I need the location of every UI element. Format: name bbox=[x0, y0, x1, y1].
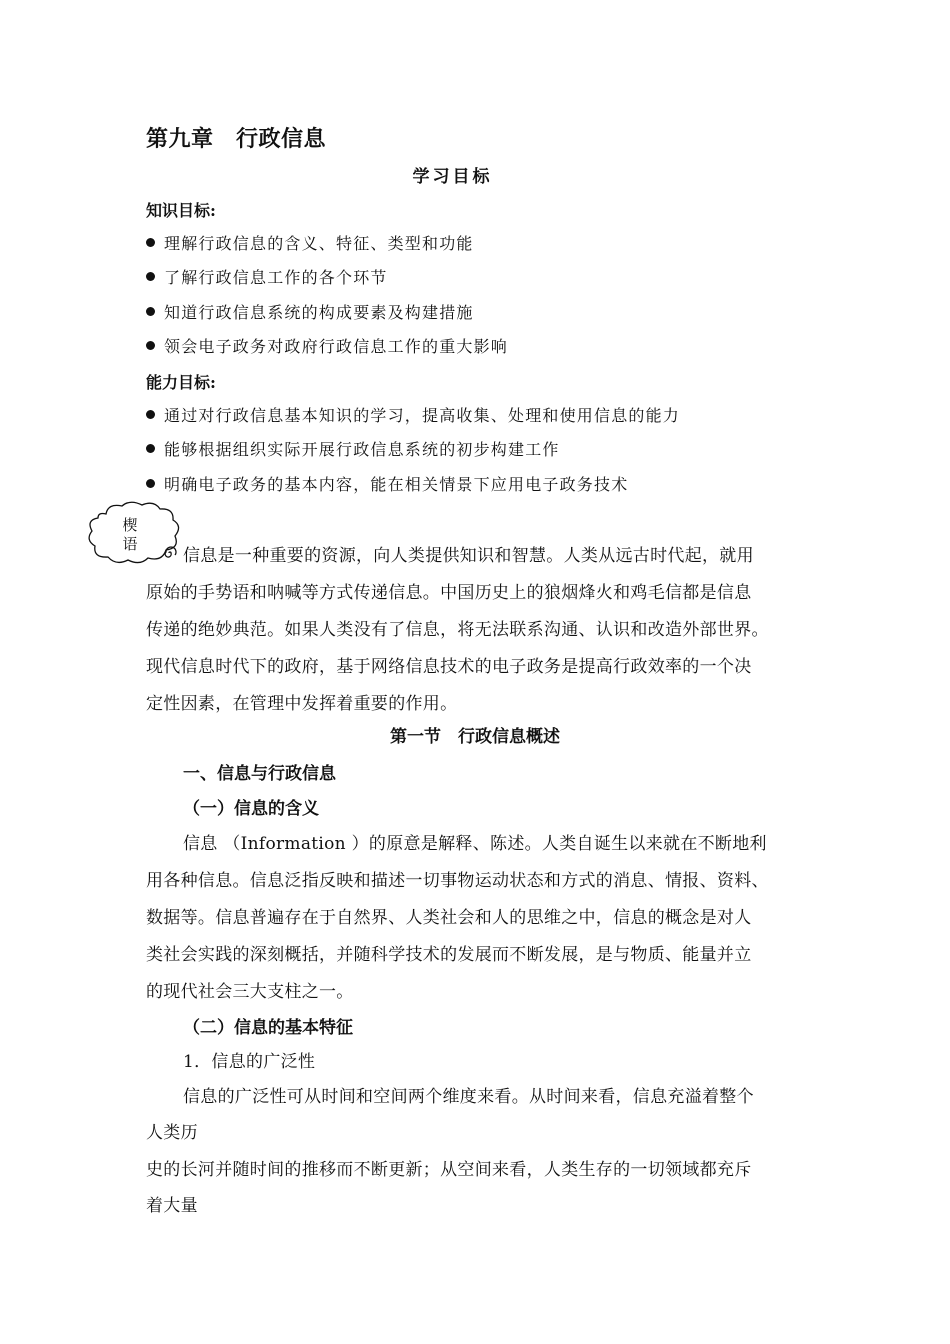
cloud-label-char: 楔 bbox=[122, 516, 138, 534]
knowledge-goal-item bbox=[146, 231, 474, 254]
cloud-label-char: 语 bbox=[122, 535, 138, 553]
intro-line: 原始的手势语和呐喊等方式传递信息。中国历史上的狼烟烽火和鸡毛信都是信息 bbox=[146, 583, 752, 603]
breadth-line: 着大量 bbox=[146, 1196, 198, 1216]
knowledge-goal-text: 理解行政信息的含义、特征、类型和功能 bbox=[164, 234, 474, 253]
knowledge-goal-item bbox=[146, 334, 508, 357]
meaning-line: 类社会实践的深刻概括，并随科学技术的发展而不断发展，是与物质、能量并立 bbox=[146, 945, 752, 965]
breadth-line: 人类历 bbox=[146, 1123, 198, 1143]
bullet-dot-icon bbox=[146, 444, 155, 453]
ability-goal-item bbox=[146, 472, 628, 495]
breadth-line: 信息的广泛性可从时间和空间两个维度来看。从时间来看，信息充溢着整个 bbox=[183, 1087, 754, 1107]
knowledge-goal-item bbox=[146, 300, 474, 323]
section-title: 第一节 行政信息概述 bbox=[390, 727, 560, 747]
intro-line: 传递的绝妙典范。如果人类没有了信息，将无法联系沟通、认识和改造外部世界。 bbox=[146, 620, 769, 640]
chapter-title: 第九章 行政信息 bbox=[146, 126, 327, 152]
ability-goal-item bbox=[146, 437, 560, 460]
bullet-dot-icon bbox=[146, 341, 155, 350]
meaning-line: 信息 （Information ）的原意是解释、陈述。人类自诞生以来就在不断地利 bbox=[183, 834, 767, 854]
bullet-dot-icon bbox=[146, 307, 155, 316]
heading-level-1: 一、信息与行政信息 bbox=[183, 764, 336, 784]
intro-line: 定性因素，在管理中发挥着重要的作用。 bbox=[146, 694, 458, 714]
knowledge-goal-text: 了解行政信息工作的各个环节 bbox=[164, 268, 388, 287]
cloud-callout-label bbox=[119, 516, 141, 554]
ability-goal-text: 明确电子政务的基本内容，能在相关情景下应用电子政务技术 bbox=[164, 475, 629, 494]
intro-line: 现代信息时代下的政府，基于网络信息技术的电子政务是提高行政效率的一个决 bbox=[146, 657, 752, 677]
knowledge-goal-item bbox=[146, 265, 388, 288]
bullet-dot-icon bbox=[146, 410, 155, 419]
breadth-line: 史的长河并随时间的推移而不断更新；从空间来看，人类生存的一切领域都充斥 bbox=[146, 1160, 752, 1180]
bullet-dot-icon bbox=[146, 272, 155, 281]
ability-goal-text: 通过对行政信息基本知识的学习，提高收集、处理和使用信息的能力 bbox=[164, 406, 681, 425]
knowledge-goal-text: 领会电子政务对政府行政信息工作的重大影响 bbox=[164, 337, 509, 356]
knowledge-goal-text: 知道行政信息系统的构成要素及构建措施 bbox=[164, 303, 474, 322]
intro-line: 信息是一种重要的资源，向人类提供知识和智慧。人类从远古时代起，就用 bbox=[183, 546, 754, 566]
meaning-line: 数据等。信息普遍存在于自然界、人类社会和人的思维之中，信息的概念是对人 bbox=[146, 908, 752, 928]
heading-level-2: （二）信息的基本特征 bbox=[183, 1018, 353, 1038]
heading-level-2: （一）信息的含义 bbox=[183, 799, 319, 819]
bullet-dot-icon bbox=[146, 238, 155, 247]
meaning-line: 的现代社会三大支柱之一。 bbox=[146, 982, 354, 1002]
ability-goal-item bbox=[146, 403, 680, 426]
learning-goals-title: 学习目标 bbox=[412, 167, 493, 187]
ability-goals-heading: 能力目标: bbox=[146, 373, 216, 392]
swirl-icon bbox=[161, 544, 179, 562]
ability-goal-text: 能够根据组织实际开展行政信息系统的初步构建工作 bbox=[164, 440, 560, 459]
numbered-item: 1．信息的广泛性 bbox=[183, 1052, 316, 1072]
knowledge-goals-heading: 知识目标: bbox=[146, 201, 216, 220]
bullet-dot-icon bbox=[146, 479, 155, 488]
meaning-line: 用各种信息。信息泛指反映和描述一切事物运动状态和方式的消息、情报、资料、 bbox=[146, 871, 769, 891]
